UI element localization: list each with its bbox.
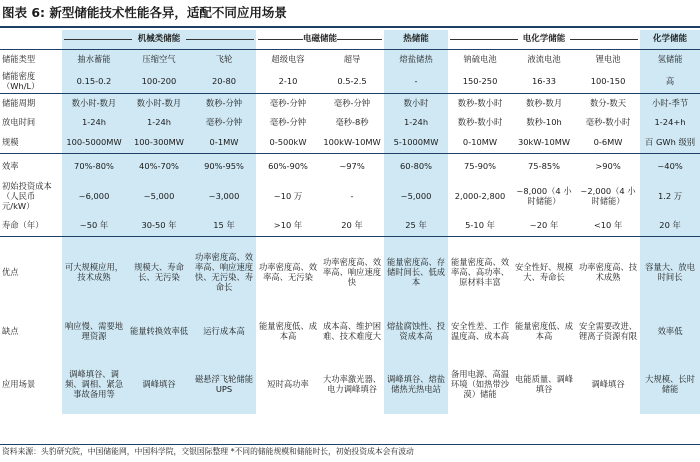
row-label-disadvantages: 缺点 <box>2 326 19 336</box>
cell-efficiency-3: 90%-95% <box>192 153 256 178</box>
cell-scale-6: 5-1000MW <box>384 131 448 153</box>
cell-disadvantages-3: 运行成本高 <box>192 308 256 354</box>
cell-type-2: 压缩空气 <box>126 49 192 69</box>
cell-efficiency-8: 75-85% <box>512 153 576 178</box>
cell-density-9: 100-150 <box>590 75 626 86</box>
cell-efficiency-7: 75-90% <box>448 153 512 178</box>
cell-disadvantages-6: 熔盐腐蚀性、投资成本高 <box>384 308 448 354</box>
cell-disadvantages-7: 安全性差、工作温度高、成本高 <box>450 321 510 341</box>
row-label-applications: 应用场景 <box>2 379 36 389</box>
cell-cycle-5: 毫秒-分钟 <box>320 93 384 112</box>
cell-disadvantages-2: 能量转换效率低 <box>126 308 192 354</box>
cell-lifetime-6: 25 年 <box>384 214 448 236</box>
cell-density-6: - <box>384 69 448 93</box>
cell-advantages-10: 容量大、放电时间长 <box>640 236 700 308</box>
cell-cost-7: 2,000-2,800 <box>454 191 506 201</box>
cell-density-7: 150-250 <box>462 75 498 86</box>
cell-cycle-2: 数小时-数月 <box>126 93 192 112</box>
cell-advantages-6: 能量密度高、存储时间长、低成本 <box>384 236 448 308</box>
row-label-advantages: 优点 <box>0 236 62 308</box>
group-header-thermal: 热储能 <box>384 30 448 49</box>
cell-scale-4: 0-500kW <box>269 136 307 147</box>
cell-density-2: 100-200 <box>126 69 192 93</box>
cell-lifetime-9: <10 年 <box>593 219 623 230</box>
cell-cost-3: ~3,000 <box>192 178 256 214</box>
cell-scale-8: 30kW-10MW <box>517 136 571 147</box>
cell-cost-6: ~5,000 <box>384 178 448 214</box>
cell-disadvantages-1: 响应慢、需要地理资源 <box>62 308 126 354</box>
cell-discharge-4: 毫秒-分钟 <box>269 116 307 127</box>
row-label-cycle: 储能周期 <box>0 93 62 112</box>
cell-applications-4: 短时高功率 <box>267 379 309 389</box>
cell-lifetime-10: 20 年 <box>640 214 700 236</box>
cell-disadvantages-9: 安全需要改进、锂离子资源有限 <box>578 321 638 341</box>
cell-scale-1: 100-5000MW <box>62 131 126 153</box>
row-label-lifetime: 寿命（年） <box>2 219 44 230</box>
cell-lifetime-3: 15 年 <box>192 214 256 236</box>
cell-scale-5: 100kW-10MW <box>323 136 381 147</box>
cell-density-10: 高 <box>640 69 700 93</box>
row-label-density: 储能密度（Wh/L） <box>2 70 40 91</box>
cell-efficiency-5: ~97% <box>320 153 384 178</box>
cell-applications-9: 调峰填谷 <box>591 379 625 389</box>
cell-efficiency-4: 60%-90% <box>256 153 320 178</box>
cell-applications-1: 调峰填谷、调频、调相、紧急事故备用等 <box>62 354 126 414</box>
cell-type-4: 超级电容 <box>256 49 320 69</box>
cell-cost-2: ~5,000 <box>126 178 192 214</box>
cell-cycle-7: 数秒-数小时 <box>448 93 512 112</box>
cell-disadvantages-5: 成本高、维护困难、技术难度大 <box>322 321 382 341</box>
cell-density-3: 20-80 <box>192 69 256 93</box>
cell-density-5: 0.5-2.5 <box>337 75 367 86</box>
cell-density-1: 0.15-0.2 <box>62 69 126 93</box>
cell-cycle-4: 毫秒-分钟 <box>256 93 320 112</box>
cell-applications-8: 电能质量、调峰填谷 <box>514 374 574 394</box>
cell-scale-9: 0-6MW <box>593 136 623 147</box>
cell-cycle-3: 数秒-分钟 <box>192 93 256 112</box>
cell-type-3: 飞轮 <box>192 49 256 69</box>
cell-cost-1: ~6,000 <box>62 178 126 214</box>
group-header-mechanical: 机械类储能 <box>62 30 256 49</box>
group-header-electrochemical: 电化学储能 <box>448 30 640 49</box>
cell-disadvantages-10: 效率低 <box>640 308 700 354</box>
row-label-discharge: 放电时间 <box>2 116 36 127</box>
cell-disadvantages-8: 能量密度低、成本高 <box>514 321 574 341</box>
cell-cost-9: ~2,000（4 小时储能） <box>580 186 636 206</box>
source-footnote: 资料来源：头豹研究院，中国储能网，中国科学院，交银国际整理 *不同的储能规模和储能时长，初始投资成本会有波动 <box>2 447 414 456</box>
cell-discharge-2: 1-24h <box>126 112 192 131</box>
row-label-scale: 规模 <box>2 136 19 147</box>
cell-efficiency-2: 40%-70% <box>126 153 192 178</box>
cell-type-6: 熔盐储热 <box>384 49 448 69</box>
cell-advantages-1: 可大规模应用，技术成熟 <box>62 236 126 308</box>
cell-cycle-9: 数分-数天 <box>576 93 640 112</box>
bottom-divider <box>0 444 700 445</box>
cell-applications-2: 调峰填谷 <box>126 354 192 414</box>
cell-lifetime-1: ~50 年 <box>62 214 126 236</box>
cell-cost-5: - <box>350 191 354 201</box>
title-divider <box>0 26 700 28</box>
cell-cycle-6: 数小时 <box>384 93 448 112</box>
cell-discharge-1: 1-24h <box>62 112 126 131</box>
cell-cost-8: ~8,000（4 小时储能） <box>516 186 572 206</box>
cell-applications-6: 调峰填谷、熔盐储热光热电站 <box>384 354 448 414</box>
cell-type-10: 氢储能 <box>640 49 700 69</box>
cell-advantages-9: 功率密度高、技术成熟 <box>576 236 640 308</box>
cell-applications-5: 大功率激光器、电力调峰填谷 <box>322 374 382 394</box>
cell-lifetime-8: ~20 年 <box>529 219 559 230</box>
cell-discharge-9: 毫秒-数小时 <box>585 116 631 127</box>
cell-advantages-3: 功率密度高、效率高、响应速度快、无污染、寿命长 <box>192 236 256 308</box>
group-header-electromagnetic: 电磁储能 <box>256 30 384 49</box>
cell-scale-10: 百 GWh 级别 <box>640 131 700 153</box>
cell-efficiency-1: 70%-80% <box>62 153 126 178</box>
cell-efficiency-6: 60-80% <box>384 153 448 178</box>
cell-applications-3: 磁悬浮飞轮储能 UPS <box>192 354 256 414</box>
cell-discharge-6: 1-24h <box>384 112 448 131</box>
cell-advantages-5: 功率密度高、效率高、响应速度快 <box>320 236 384 308</box>
corner-cell <box>0 30 62 49</box>
cell-type-1: 抽水蓄能 <box>62 49 126 69</box>
cell-scale-7: 0-10MW <box>462 136 498 147</box>
cell-discharge-3: 毫秒-分钟 <box>192 112 256 131</box>
cell-advantages-7: 能量密度高、效率高、高功率、原材料丰富 <box>448 236 512 308</box>
cell-lifetime-4: >10 年 <box>273 219 303 230</box>
cell-density-8: 16-33 <box>531 75 557 86</box>
cell-disadvantages-4: 能量密度低、成本高 <box>258 321 318 341</box>
cell-density-4: 2-10 <box>278 75 298 86</box>
cell-discharge-8: 数秒-10h <box>526 116 562 127</box>
cell-applications-10: 大规模、长时储能 <box>640 354 700 414</box>
cell-advantages-4: 功率密度高、效率高、无污染 <box>256 236 320 308</box>
cell-discharge-5: 毫秒-8秒 <box>335 116 369 127</box>
row-label-cost: 初始投资成本（人民币元/kW） <box>2 181 52 211</box>
row-label-efficiency: 效率 <box>0 153 62 178</box>
cell-discharge-10: 1-24+h <box>640 112 700 131</box>
cell-efficiency-9: >90% <box>576 153 640 178</box>
cell-cost-10: 1.2 万 <box>640 178 700 214</box>
cell-type-5: 超导 <box>320 49 384 69</box>
cell-scale-3: 0-1MW <box>192 131 256 153</box>
cell-lifetime-7: 5-10 年 <box>465 219 495 230</box>
cell-advantages-2: 规模大、寿命长、无污染 <box>126 236 192 308</box>
cell-cycle-8: 数秒-数月 <box>512 93 576 112</box>
cell-lifetime-5: 20 年 <box>341 219 363 230</box>
cell-lifetime-2: 30-50 年 <box>126 214 192 236</box>
comparison-table <box>0 30 700 414</box>
cell-type-9: 锂电池 <box>576 49 640 69</box>
cell-efficiency-10: ~40% <box>640 153 700 178</box>
cell-cost-4: ~10 万 <box>273 191 303 201</box>
cell-type-7: 钠硫电池 <box>448 49 512 69</box>
cell-cycle-1: 数小时-数月 <box>62 93 126 112</box>
cell-scale-2: 100-300MW <box>126 131 192 153</box>
cell-type-8: 液流电池 <box>512 49 576 69</box>
cell-applications-7: 备用电源、高温环境（如热带沙漠）储能 <box>450 369 510 399</box>
row-label-type: 储能类型 <box>0 49 62 69</box>
cell-discharge-7: 数秒-数小时 <box>457 116 503 127</box>
cell-advantages-8: 安全性好、规模大、寿命长 <box>512 236 576 308</box>
group-header-chemical: 化学储能 <box>640 30 700 49</box>
page-title: 图表 6: 新型储能技术性能各异，适配不同应用场景 <box>2 5 287 20</box>
cell-cycle-10: 小时-季节 <box>640 93 700 112</box>
